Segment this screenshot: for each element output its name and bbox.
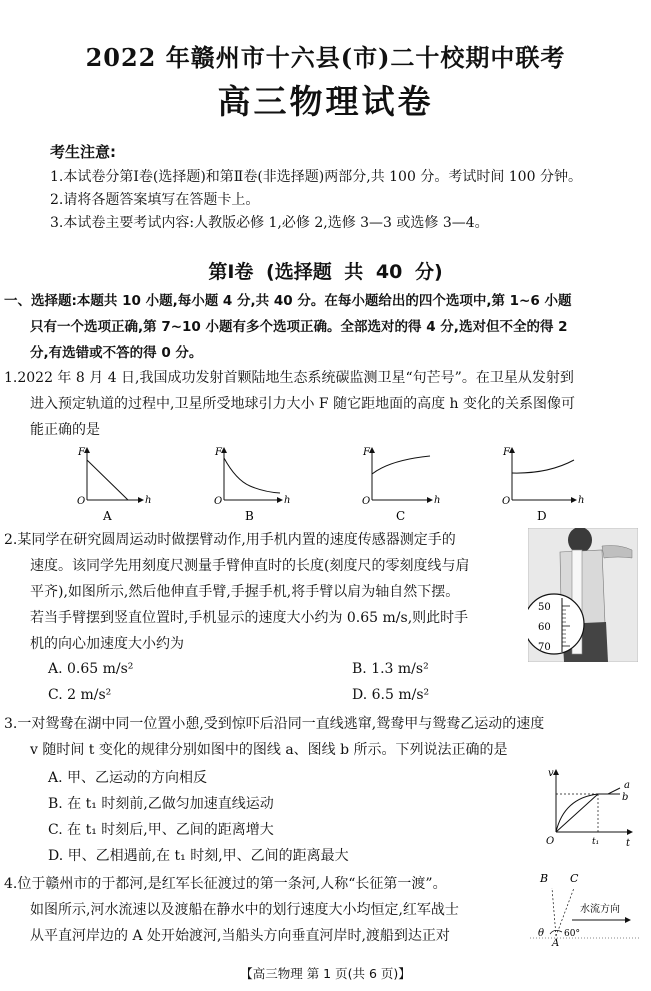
q3-vt-graph <box>540 764 640 850</box>
q1-c-xaxis: h <box>434 495 441 506</box>
exam-title: 2022 年赣州市十六县(市)二十校期中联考 <box>85 43 566 72</box>
q2-option-c: C. 2 m/s² <box>48 687 112 703</box>
notice-line-2: 2.请将各题答案填写在答题卡上。 <box>50 192 260 208</box>
instruction-line-1: 一、选择题:本题共 10 小题,每小题 4 分,共 40 分。在每小题给出的四个选项中,第 1~6 小题 <box>4 293 572 309</box>
q1-line-2: 进入预定轨道的过程中,卫星所受地球引力大小 F 随它距地面的高度 h 变化的关系图像可 <box>30 396 575 412</box>
exam-subtitle: 高三物理试卷 <box>217 82 434 121</box>
instruction-line-3: 分,有选错或不答的得 0 分。 <box>30 345 203 361</box>
q3-origin: O <box>546 836 555 847</box>
q1-b-label: B <box>245 509 254 523</box>
q1-graph-d <box>502 447 584 523</box>
q1-graph-b <box>214 447 290 523</box>
q3-option-a: A. 甲、乙运动的方向相反 <box>48 770 208 786</box>
q1-b-xaxis: h <box>284 495 291 506</box>
q4-theta: θ <box>538 928 545 939</box>
q3-t1: t₁ <box>592 837 600 847</box>
q2-line-4: 若当手臂摆到竖直位置时,手机显示的速度大小约为 0.65 m/s,则此时手 <box>30 610 469 626</box>
notice-line-3: 3.本试卷主要考试内容:人教版必修 1,必修 2,选修 3—3 或选修 3—4。 <box>50 215 489 231</box>
q4-point-c: C <box>570 872 579 885</box>
page-footer: 【高三物理 第 1 页(共 6 页)】 <box>240 966 411 981</box>
q1-line-1: 1.2022 年 8 月 4 日,我国成功发射首颗陆地生态系统碳监测卫星“句芒号”。在卫星从发射到 <box>4 370 574 386</box>
q4-point-a: A <box>552 938 560 948</box>
q3-xaxis: t <box>626 838 631 849</box>
section-title: 第Ⅰ卷 (选择题 共 40 分) <box>208 261 443 283</box>
q4-river-figure <box>520 866 645 948</box>
q4-line-2: 如图所示,河水流速以及渡船在静水中的划行速度大小均恒定,红军战士 <box>30 902 459 918</box>
q2-line-1: 2.某同学在研究圆周运动时做摆臂动作,用手机内置的速度传感器测定手的 <box>4 532 456 548</box>
q2-arm-photo <box>528 528 638 662</box>
q1-c-yaxis: F <box>363 447 370 458</box>
q2-ruler-50: 50 <box>538 602 551 613</box>
q1-graph-a <box>77 447 151 523</box>
instruction-line-2: 只有一个选项正确,第 7~10 小题有多个选项正确。全部选对的得 4 分,选对但不全的得 2 <box>30 319 568 335</box>
q1-a-yaxis: F <box>78 447 85 458</box>
q1-d-label: D <box>537 509 547 523</box>
q3-option-d: D. 甲、乙相遇前,在 t₁ 时刻,甲、乙间的距离最大 <box>48 848 349 864</box>
q2-option-d: D. 6.5 m/s² <box>352 687 430 703</box>
q3-line-b-label: b <box>622 792 629 803</box>
notice-heading: 考生注意: <box>50 143 116 161</box>
q2-option-b: B. 1.3 m/s² <box>352 661 429 677</box>
q2-line-2: 速度。该同学先用刻度尺测量手臂伸直时的长度(刻度尺的零刻度线与肩 <box>30 558 470 574</box>
q1-a-xaxis: h <box>145 495 152 506</box>
q3-line-2: v 随时间 t 变化的规律分别如图中的图线 a、图线 b 所示。下列说法正确的是 <box>30 742 508 758</box>
q1-d-yaxis: F <box>503 447 510 458</box>
q3-line-1: 3.一对鸳鸯在湖中同一位置小憩,受到惊吓后沿同一直线逃窜,鸳鸯甲与鸳鸯乙运动的速度 <box>4 716 545 732</box>
q1-b-yaxis: F <box>215 447 222 458</box>
q3-option-c: C. 在 t₁ 时刻后,甲、乙间的距离增大 <box>48 822 274 838</box>
q2-line-3: 平齐),如图所示,然后他伸直手臂,手握手机,将手臂以肩为轴自然下摆。 <box>30 584 460 600</box>
q1-c-label: C <box>396 509 406 523</box>
q1-a-origin: O <box>77 496 86 507</box>
q3-yaxis: v <box>548 768 554 779</box>
q4-line-3: 从平直河岸边的 A 处开始渡河,当船头方向垂直河岸时,渡船到达正对 <box>30 928 450 944</box>
q1-graphs <box>0 440 651 524</box>
q1-d-xaxis: h <box>578 495 585 506</box>
q3-line-a-label: a <box>624 780 630 791</box>
q1-a-label: A <box>103 509 112 523</box>
q1-c-origin: O <box>362 496 371 507</box>
q1-graph-c <box>362 447 440 523</box>
q1-line-3: 能正确的是 <box>30 422 100 438</box>
q1-d-origin: O <box>502 496 511 507</box>
q2-ruler-60: 60 <box>538 622 551 633</box>
q4-flow-label: 水流方向 <box>580 904 620 915</box>
q3-option-b: B. 在 t₁ 时刻前,乙做匀加速直线运动 <box>48 796 274 812</box>
q1-b-origin: O <box>214 496 223 507</box>
q4-point-b: B <box>540 872 549 885</box>
q2-line-5: 机的向心加速度大小约为 <box>30 636 184 652</box>
q4-line-1: 4.位于赣州市的于都河,是红军长征渡过的第一条河,人称“长征第一渡”。 <box>4 876 447 892</box>
q4-angle: 60° <box>564 929 580 939</box>
q2-option-a: A. 0.65 m/s² <box>48 661 134 677</box>
q2-ruler-70: 70 <box>538 642 551 653</box>
notice-line-1: 1.本试卷分第Ⅰ卷(选择题)和第Ⅱ卷(非选择题)两部分,共 100 分。考试时间 100 分钟。 <box>50 169 582 185</box>
